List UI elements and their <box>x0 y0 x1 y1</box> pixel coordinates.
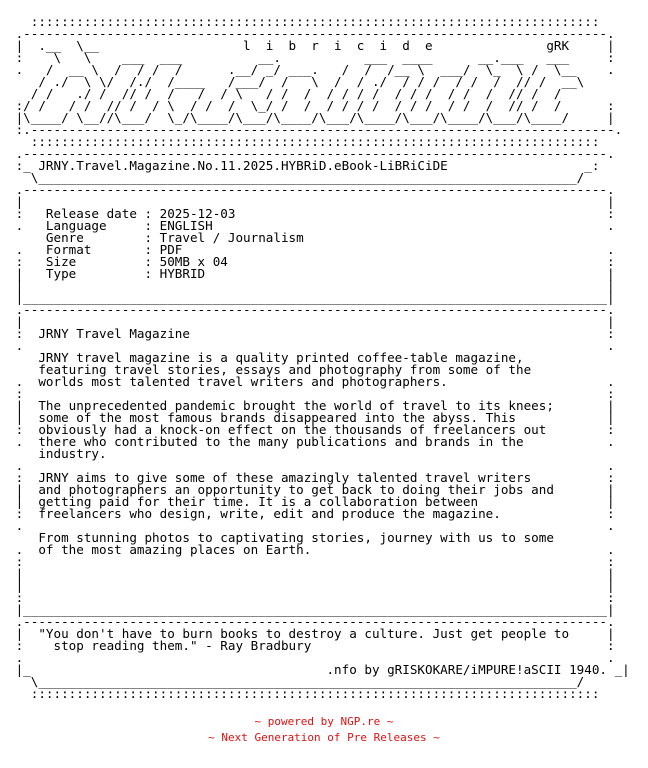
nfo-line: :.-----------------------------------------------------------------------------. <box>8 122 623 137</box>
nfo-line: | | <box>8 578 615 593</box>
nfo-line: .-----------------------------------------------------------------------------. <box>8 302 615 317</box>
nfo-line: |_ .nfo by gRISKOKARE/iMPURE!aSCII 1940. _| <box>8 662 630 677</box>
nfo-line: | | <box>8 566 615 581</box>
nfo-line: | | <box>8 278 615 293</box>
nfo-line: From stunning photos to captivating stories, journey with us to some <box>8 530 615 545</box>
nfo-line: featuring travel stories, essays and photography from some of the <box>8 362 607 377</box>
nfo-line: | some of the most famous brands disappeared into the abyss. This | <box>8 410 615 425</box>
nfo-line: : Release date : 2025-12-03 : <box>8 206 615 221</box>
nfo-line: :/ / / / // / / \ / / / \_/ / / / / / / / / / / / / // / / : <box>8 98 615 113</box>
nfo-line: JRNY travel magazine is a quality printed coffee-table magazine, <box>8 350 615 365</box>
nfo-line: . worlds most talented travel writers and photographers. . <box>8 374 615 389</box>
nfo-line: |\____/ \__//\___/ \_/\____/\___/\____/\___/\____/\___/\____/\___/\____/ | <box>8 110 615 125</box>
nfo-line: | .__ \__ l i b r i c i d e gRK | <box>8 38 615 53</box>
nfo-line: : : <box>8 386 615 401</box>
nfo-line: . there who contributed to the many publications and brands in the . <box>8 434 615 449</box>
nfo-line: . . <box>8 518 615 533</box>
nfo-line: .-----------------------------------------------------------------------------. <box>8 182 615 197</box>
nfo-line: . . <box>8 650 615 665</box>
nfo-line: : Size : 50MB x 04 : <box>8 254 615 269</box>
nfo-line: .-----------------------------------------------------------------------------. <box>8 614 615 629</box>
nfo-line: :_ JRNY.Travel.Magazine.No.11.2025.HYBRiD.eBook-LiBRiCiDE _: <box>8 158 600 173</box>
nfo-line: : JRNY Travel Magazine : <box>8 326 615 341</box>
nfo-line: .-----------------------------------------------------------------------------. <box>8 146 615 161</box>
nfo-line: | The unprecedented pandemic brought the world of travel to its knees; | <box>8 398 615 413</box>
nfo-line: | and photographers an opportunity to get back to doing their jobs and | <box>8 482 615 497</box>
nfo-line: industry. <box>8 446 615 461</box>
nfo-line: . Language : ENGLISH . <box>8 218 615 233</box>
nfo-line: . / __ \ / / / / .__/ _/ ___. / / /__ \ ___/ \_ \ / \__ . <box>8 62 615 77</box>
nfo-line: ::::::::::::::::::::::::::::::::::::::::::::::::::::::::::::::::::::::::::: <box>8 134 600 149</box>
nfo-text-block <box>8 16 630 700</box>
nfo-line: |_____________________________________________________________________________| <box>8 602 615 617</box>
nfo-line: : stop reading them." - Ray Bradbury : <box>8 638 615 653</box>
nfo-line: . . <box>8 458 615 473</box>
nfo-line: .-----------------------------------------------------------------------------. <box>8 26 615 41</box>
nfo-line: : \ \ ___ ___ __. ___ ____ __.___ ___ : <box>8 50 615 65</box>
nfo-line: \_______________________________________________________________________/ <box>8 170 585 185</box>
nfo-line: Genre : Travel / Journalism <box>8 230 615 245</box>
nfo-line: | getting paid for their time. It is a collaboration between | <box>8 494 615 509</box>
nfo-line: : : <box>8 554 615 569</box>
nfo-line: / ./ \ \/ /./ /____ /___/ / \ / / ./ / / / / / / // / __\ <box>8 74 615 89</box>
tagline-text: ~ Next Generation of Pre Releases ~ <box>208 731 440 744</box>
nfo-line: : obviously had a knock-on effect on the thousands of freelancers out : <box>8 422 615 437</box>
powered-by-text: ~ powered by NGP.re ~ <box>254 715 394 728</box>
nfo-line: : : <box>8 590 615 605</box>
nfo-line: . Format : PDF . <box>8 242 615 257</box>
nfo-line: / / ./ / // / / / / \ / / / / / / / / / / / / / // / / <box>8 86 607 101</box>
nfo-line: |_____________________________________________________________________________| <box>8 290 615 305</box>
nfo-line: ::::::::::::::::::::::::::::::::::::::::::::::::::::::::::::::::::::::::::: <box>8 686 600 701</box>
nfo-line: | | <box>8 194 615 209</box>
nfo-line: : freelancers who design, write, edit and produce the magazine. : <box>8 506 615 521</box>
nfo-line: | | <box>8 314 615 329</box>
nfo-line: : JRNY aims to give some of these amazingly talented travel writers : <box>8 470 615 485</box>
nfo-line: | Type : HYBRID | <box>8 266 615 281</box>
nfo-line: . of the most amazing places on Earth. . <box>8 542 615 557</box>
nfo-line: . . <box>8 338 615 353</box>
nfo-line: \_______________________________________________________________________/ <box>8 674 585 689</box>
nfo-line: | "You don't have to burn books to destroy a culture. Just get people to | <box>8 626 615 641</box>
nfo-line: ::::::::::::::::::::::::::::::::::::::::::::::::::::::::::::::::::::::::::: <box>8 14 600 29</box>
